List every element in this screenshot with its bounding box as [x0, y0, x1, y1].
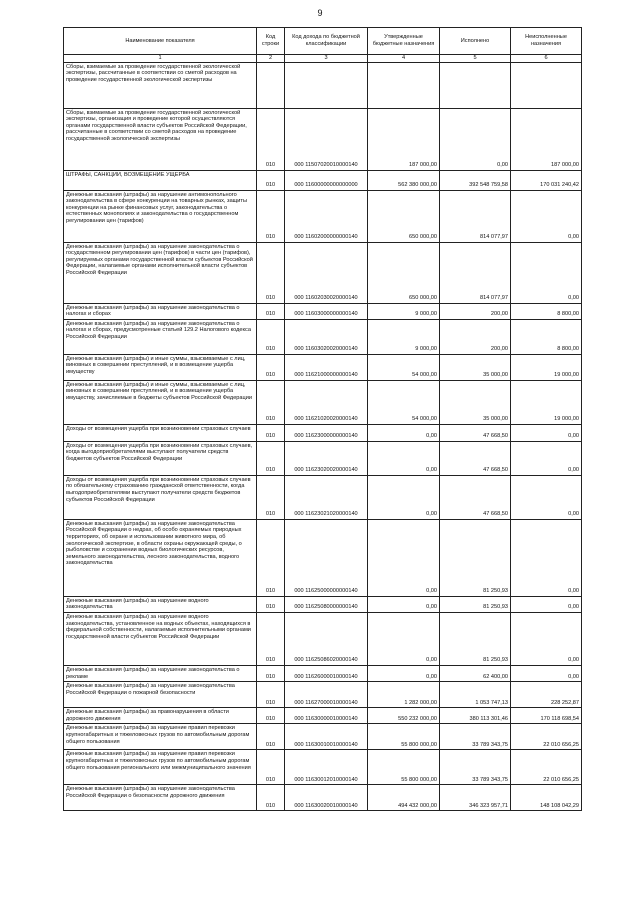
row-line-code: 010 [257, 724, 285, 750]
row-income-code: 000 11507020010000140 [285, 108, 368, 170]
row-approved: 55 800 000,00 [368, 750, 440, 785]
row-indicator-name: Денежные взыскания (штрафы) за нарушение законодательства о налогах и сборах [64, 303, 257, 319]
row-line-code: 010 [257, 319, 285, 354]
table-row [64, 724, 582, 750]
table-row [64, 190, 582, 242]
row-executed: 200,00 [440, 303, 511, 319]
row-income-code: 000 11630000010000140 [285, 708, 368, 724]
row-executed: 62 400,00 [440, 665, 511, 681]
row-indicator-name: Денежные взыскания (штрафы) за нарушение водного законодательства [64, 596, 257, 612]
row-executed [440, 62, 511, 108]
column-number: 1 [64, 55, 257, 63]
row-income-code: 000 11625000000000140 [285, 519, 368, 596]
row-line-code: 010 [257, 750, 285, 785]
row-unexecuted: 0,00 [511, 519, 582, 596]
row-unexecuted: 228 252,87 [511, 682, 582, 708]
row-income-code: 000 11625086020000140 [285, 612, 368, 665]
row-indicator-name: Денежные взыскания (штрафы) за нарушение законодательства Российской Федерации о недрах, об особо охраняемых природных территориях, об охране и использовании животного мира, об экологической экспертизе, в области охраны окружающей среды, о рыболовстве и сохранении водных биологических ресурсов, земельного законодательства, лесного законодательства, водного законодательства [64, 519, 257, 596]
row-unexecuted: 19 000,00 [511, 380, 582, 424]
header-indicator-name: Наименование показателя [64, 28, 257, 55]
row-indicator-name: Денежные взыскания (штрафы) за правонарушения в области дорожного движения [64, 708, 257, 724]
row-income-code [285, 62, 368, 108]
row-executed: 814 077,97 [440, 242, 511, 303]
row-indicator-name: Денежные взыскания (штрафы) за нарушение законодательства о рекламе [64, 665, 257, 681]
row-unexecuted [511, 62, 582, 108]
row-executed: 0,00 [440, 108, 511, 170]
row-executed: 47 668,50 [440, 424, 511, 441]
table-row [64, 612, 582, 665]
row-line-code: 010 [257, 354, 285, 380]
row-unexecuted: 0,00 [511, 612, 582, 665]
row-approved: 55 800 000,00 [368, 724, 440, 750]
table-body [64, 62, 582, 811]
row-executed: 81 250,93 [440, 519, 511, 596]
row-unexecuted: 0,00 [511, 242, 582, 303]
row-executed: 33 789 343,75 [440, 724, 511, 750]
row-approved: 0,00 [368, 441, 440, 475]
row-indicator-name: Доходы от возмещения ущерба при возникновении страховых случаев [64, 424, 257, 441]
table-row [64, 354, 582, 380]
row-unexecuted: 22 010 656,25 [511, 750, 582, 785]
row-executed: 81 250,93 [440, 596, 511, 612]
row-income-code: 000 11623020020000140 [285, 441, 368, 475]
row-line-code: 010 [257, 303, 285, 319]
header-income-code: Код дохода по бюджетной классификации [285, 28, 368, 55]
row-line-code: 010 [257, 596, 285, 612]
row-approved: 650 000,00 [368, 242, 440, 303]
column-number-row [64, 55, 582, 63]
row-line-code: 010 [257, 665, 285, 681]
row-unexecuted: 148 108 042,29 [511, 785, 582, 811]
row-approved: 562 380 000,00 [368, 170, 440, 190]
row-executed: 35 000,00 [440, 380, 511, 424]
column-number: 6 [511, 55, 582, 63]
row-indicator-name: Денежные взыскания (штрафы) и иные суммы, взыскиваемые с лиц, виновных в совершении преступлений, и в возмещение ущерба имуществу, зачисляемые в бюджеты субъектов Российской Федерации [64, 380, 257, 424]
table-row [64, 750, 582, 785]
row-income-code: 000 11621000000000140 [285, 354, 368, 380]
row-executed: 81 250,93 [440, 612, 511, 665]
row-approved: 0,00 [368, 596, 440, 612]
row-indicator-name: Сборы, взимаемые за проведение государственной экологической экспертизы, рассчитанные в соответствии со сметой расходов на проведение государственной экологической экспертизы [64, 62, 257, 108]
row-executed: 346 323 957,71 [440, 785, 511, 811]
row-line-code: 010 [257, 441, 285, 475]
row-income-code: 000 11603020020000140 [285, 319, 368, 354]
row-unexecuted: 22 010 656,25 [511, 724, 582, 750]
table-header-row [64, 28, 582, 55]
row-income-code: 000 11630020010000140 [285, 785, 368, 811]
table-row [64, 596, 582, 612]
row-unexecuted: 0,00 [511, 424, 582, 441]
row-indicator-name: Денежные взыскания (штрафы) за нарушение законодательства о налогах и сборах, предусмотренные статьей 129.2 Налогового кодекса Российской Федерации [64, 319, 257, 354]
row-executed: 1 053 747,13 [440, 682, 511, 708]
row-indicator-name: ШТРАФЫ, САНКЦИИ, ВОЗМЕЩЕНИЕ УЩЕРБА [64, 170, 257, 190]
row-unexecuted: 0,00 [511, 441, 582, 475]
row-approved: 9 000,00 [368, 319, 440, 354]
row-indicator-name: Денежные взыскания (штрафы) за нарушение законодательства Российской Федерации о безопасности дорожного движения [64, 785, 257, 811]
row-indicator-name: Доходы от возмещения ущерба при возникновении страховых случаев, когда выгодоприобретателями выступают получатели средств бюджетов субъектов Российской Федерации [64, 441, 257, 475]
row-line-code: 010 [257, 190, 285, 242]
row-income-code: 000 11630010010000140 [285, 724, 368, 750]
table-row [64, 519, 582, 596]
table-row [64, 303, 582, 319]
row-approved: 0,00 [368, 475, 440, 519]
row-executed: 200,00 [440, 319, 511, 354]
row-indicator-name: Денежные взыскания (штрафы) за нарушение правил перевозки крупногабаритных и тяжеловесных грузов по автомобильным дорогам общего пользования [64, 724, 257, 750]
row-line-code: 010 [257, 708, 285, 724]
table-row [64, 108, 582, 170]
row-executed: 47 668,50 [440, 475, 511, 519]
row-income-code: 000 11603000000000140 [285, 303, 368, 319]
row-unexecuted: 19 000,00 [511, 354, 582, 380]
row-approved: 550 232 000,00 [368, 708, 440, 724]
row-approved: 54 000,00 [368, 354, 440, 380]
row-line-code [257, 62, 285, 108]
table-row [64, 665, 582, 681]
row-line-code: 010 [257, 242, 285, 303]
row-income-code: 000 11621020020000140 [285, 380, 368, 424]
table-row [64, 242, 582, 303]
row-approved: 0,00 [368, 665, 440, 681]
row-executed: 392 548 759,58 [440, 170, 511, 190]
header-unexecuted: Неисполненные назначения [511, 28, 582, 55]
row-approved: 9 000,00 [368, 303, 440, 319]
row-approved: 54 000,00 [368, 380, 440, 424]
row-income-code: 000 11626000010000140 [285, 665, 368, 681]
row-line-code: 010 [257, 519, 285, 596]
row-approved [368, 62, 440, 108]
table-row [64, 708, 582, 724]
row-approved: 187 000,00 [368, 108, 440, 170]
row-approved: 0,00 [368, 612, 440, 665]
table-row [64, 682, 582, 708]
row-indicator-name: Доходы от возмещения ущерба при возникновении страховых случаев по обязательному страхованию гражданской ответственности, когда выгодоприобретателями выступают получатели средств бюджетов субъектов Российской Федерации [64, 475, 257, 519]
row-income-code: 000 11630012010000140 [285, 750, 368, 785]
row-indicator-name: Денежные взыскания (штрафы) за нарушение антимонопольного законодательства в сфере конкуренции на товарных рынках, защиты конкуренции на рынке финансовых услуг, законодательства о естественных монополиях и законодательства о государственном регулировании цен (тарифов) [64, 190, 257, 242]
row-executed: 47 668,50 [440, 441, 511, 475]
header-executed: Исполнено [440, 28, 511, 55]
header-approved: Утвержденные бюджетные назначения [368, 28, 440, 55]
row-income-code: 000 11627000010000140 [285, 682, 368, 708]
table-row [64, 424, 582, 441]
row-income-code: 000 11625080000000140 [285, 596, 368, 612]
table-row [64, 785, 582, 811]
row-unexecuted: 8 800,00 [511, 303, 582, 319]
column-number: 2 [257, 55, 285, 63]
row-line-code: 010 [257, 380, 285, 424]
row-indicator-name: Денежные взыскания (штрафы) за нарушение законодательства о государственном регулировании цен (тарифов) в части цен (тарифов), регулируемых органами государственной власти субъектов Российской Федерации, налагаемые органами исполнительной власти субъектов Российской Федерации [64, 242, 257, 303]
row-approved: 650 000,00 [368, 190, 440, 242]
row-indicator-name: Денежные взыскания (штрафы) и иные суммы, взыскиваемые с лиц, виновных в совершении преступлений, и в возмещение ущерба имуществу [64, 354, 257, 380]
row-line-code: 010 [257, 108, 285, 170]
header-line-code: Код строки [257, 28, 285, 55]
row-indicator-name: Денежные взыскания (штрафы) за нарушение водного законодательства, установленное на водных объектах, находящихся в федеральной собственности, налагаемые исполнительными органами государственной власти субъектов Российской Федерации [64, 612, 257, 665]
row-executed: 35 000,00 [440, 354, 511, 380]
column-number: 5 [440, 55, 511, 63]
row-income-code: 000 11623000000000140 [285, 424, 368, 441]
row-line-code: 010 [257, 170, 285, 190]
row-approved: 0,00 [368, 519, 440, 596]
row-income-code: 000 11602000000000140 [285, 190, 368, 242]
budget-execution-table [63, 27, 582, 811]
row-unexecuted: 0,00 [511, 190, 582, 242]
table-row [64, 62, 582, 108]
row-indicator-name: Сборы, взимаемые за проведение государственной экологической экспертизы, организация и проведение которой осуществляются органами государственной власти субъектов Российской Федерации, рассчитанные в соответствии со сметой расходов на проведение государственной экологической экспертизы [64, 108, 257, 170]
row-line-code: 010 [257, 612, 285, 665]
row-line-code: 010 [257, 424, 285, 441]
row-line-code: 010 [257, 682, 285, 708]
column-number: 4 [368, 55, 440, 63]
table-row [64, 170, 582, 190]
column-number: 3 [285, 55, 368, 63]
row-income-code: 000 11602030020000140 [285, 242, 368, 303]
row-unexecuted: 0,00 [511, 596, 582, 612]
row-indicator-name: Денежные взыскания (штрафы) за нарушение правил перевозки крупногабаритных и тяжеловесных грузов по автомобильным дорогам общего пользования регионального или межмуниципального значения [64, 750, 257, 785]
row-approved: 0,00 [368, 424, 440, 441]
row-executed: 33 789 343,75 [440, 750, 511, 785]
row-executed: 380 113 301,46 [440, 708, 511, 724]
row-approved: 1 282 000,00 [368, 682, 440, 708]
table-row [64, 380, 582, 424]
row-income-code: 000 11600000000000000 [285, 170, 368, 190]
row-line-code: 010 [257, 475, 285, 519]
page-number: 9 [317, 8, 323, 18]
table-row [64, 319, 582, 354]
table-row [64, 475, 582, 519]
table-row [64, 441, 582, 475]
row-line-code: 010 [257, 785, 285, 811]
row-unexecuted: 187 000,00 [511, 108, 582, 170]
row-unexecuted: 8 800,00 [511, 319, 582, 354]
row-unexecuted: 170 118 698,54 [511, 708, 582, 724]
row-executed: 814 077,97 [440, 190, 511, 242]
row-income-code: 000 11623021020000140 [285, 475, 368, 519]
row-approved: 494 432 000,00 [368, 785, 440, 811]
row-indicator-name: Денежные взыскания (штрафы) за нарушение законодательства Российской Федерации о пожарной безопасности [64, 682, 257, 708]
row-unexecuted: 0,00 [511, 475, 582, 519]
row-unexecuted: 170 031 240,42 [511, 170, 582, 190]
row-unexecuted: 0,00 [511, 665, 582, 681]
